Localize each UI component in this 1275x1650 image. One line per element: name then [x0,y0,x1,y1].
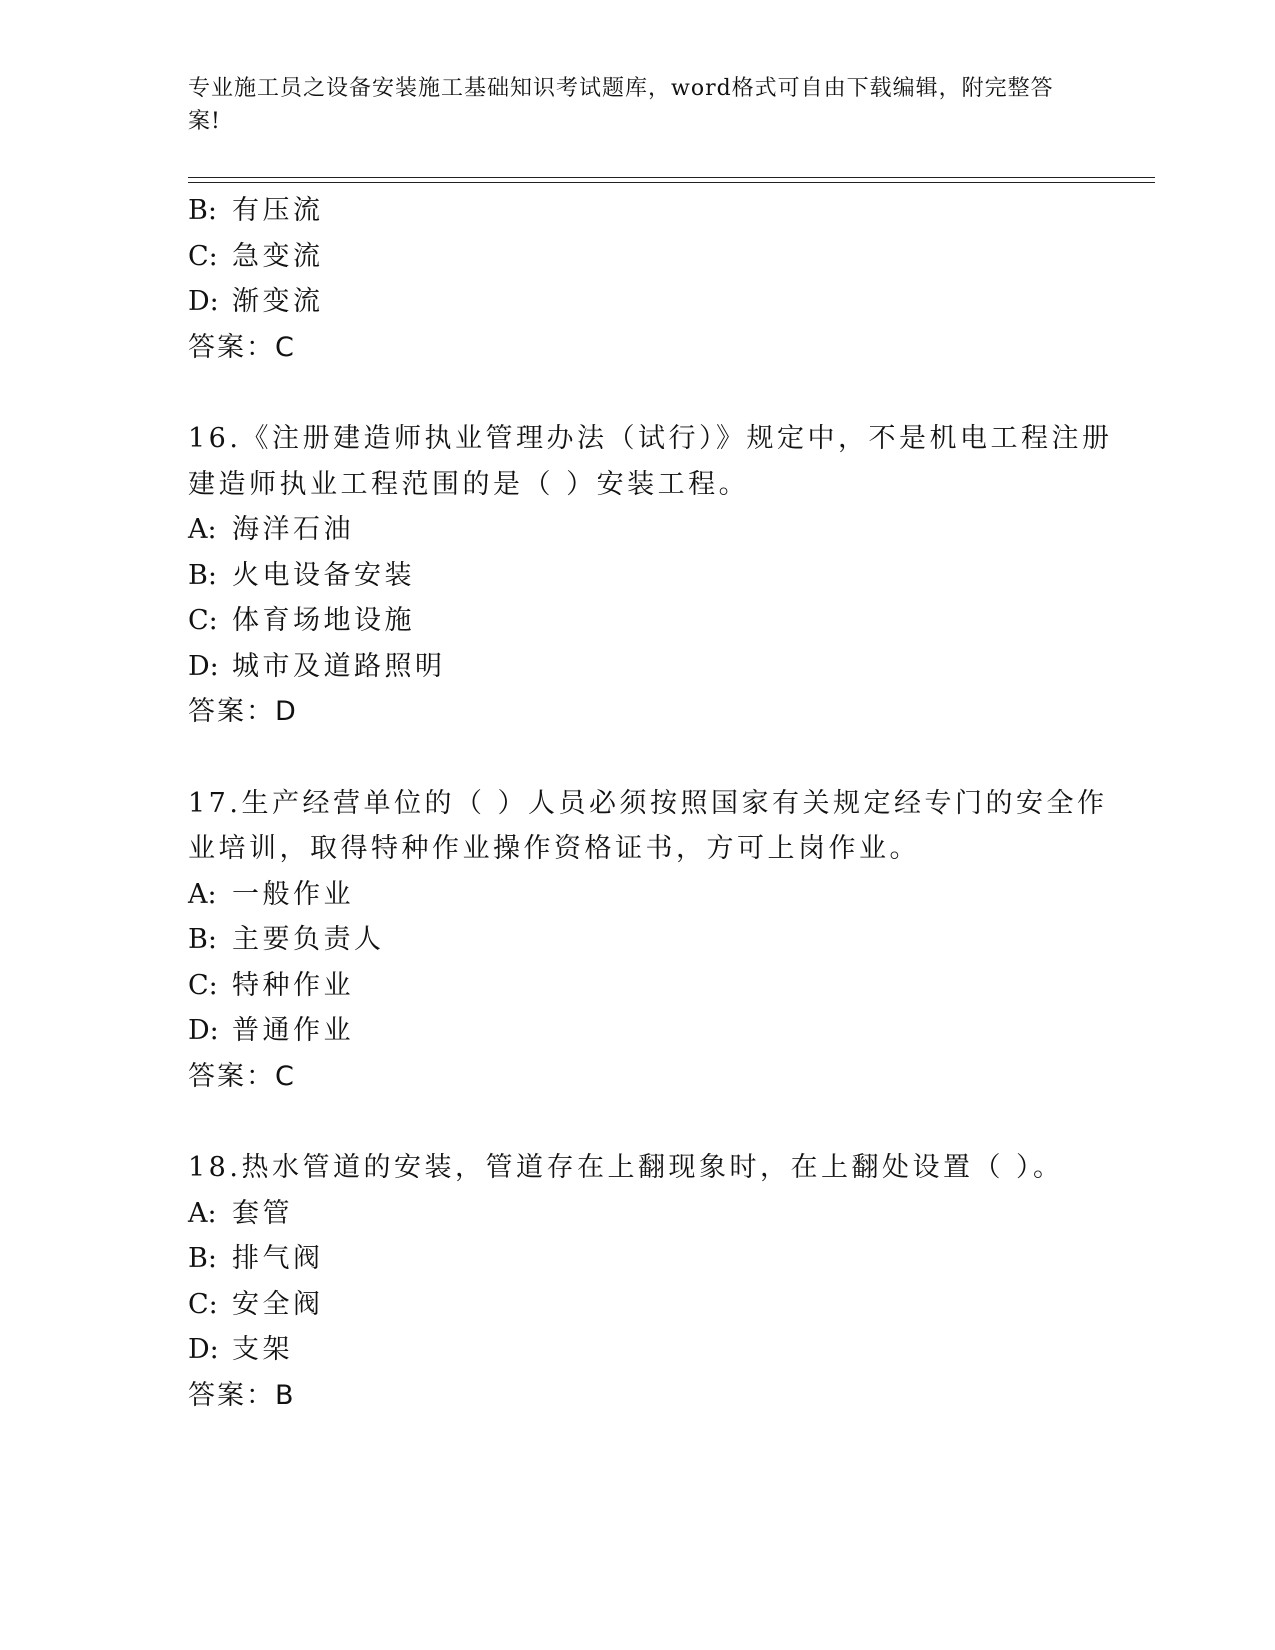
option-letter: D: [188,650,219,682]
option-letter: A: [188,878,217,910]
option-d [188,1327,1088,1373]
answer-line: 答案：D [188,696,298,727]
option-letter: B: [188,924,217,955]
option-a [188,872,1088,918]
question-text: 业培训，取得特种作业操作资格证书，方可上岗作业。 [188,833,920,864]
question-block-16 [188,416,1113,735]
option-text: 海洋石油 [232,514,354,545]
answer-line: 答案：C [188,1060,296,1092]
option-d [188,279,1088,325]
option-text: 急变流 [232,240,324,272]
option-letter: A: [188,514,217,545]
option-text: 火电设备安装 [232,559,415,591]
answer-line: 答案：C [188,331,296,363]
option-text: 安全阀 [232,1288,324,1320]
question-text: 建造师执业工程范围的是（ ）安装工程。 [188,468,750,500]
option-letter: D: [188,1015,219,1046]
option-b [188,188,1088,234]
option-letter: D: [188,286,219,317]
option-c [188,234,1088,280]
header-divider-bottom [188,182,1155,183]
question-block-17 [188,781,1108,1100]
option-text: 主要负责人 [232,924,385,955]
option-c [188,598,1088,644]
question-block-partial [188,188,1088,370]
option-text: 城市及道路照明 [232,650,446,682]
option-b [188,1236,1088,1282]
option-text: 渐变流 [232,286,324,317]
document-header: 专业施工员之设备安装施工基础知识考试题库，word格式可自由下载编辑，附完整答案! [188,76,1054,134]
option-letter: D: [188,1334,219,1365]
option-b [188,917,1088,963]
option-letter: C: [188,240,218,272]
option-text: 有压流 [232,195,324,226]
option-text: 一般作业 [232,878,354,910]
question-text: 18.热水管道的安装，管道存在上翻现象时，在上翻处设置（ ）。 [188,1152,1064,1183]
option-letter: B: [188,195,217,226]
option-text: 套管 [232,1197,293,1229]
option-b [188,553,1088,599]
option-d [188,644,1088,690]
option-letter: C: [188,1288,218,1320]
question-text: 16.《注册建造师执业管理办法（试行）》规定中，不是机电工程注册 [188,423,1113,454]
option-text: 体育场地设施 [232,605,415,636]
option-a [188,507,1088,553]
option-letter: B: [188,1243,217,1274]
option-d [188,1008,1088,1054]
option-letter: A: [188,1197,217,1229]
answer-line: 答案：B [188,1379,296,1411]
option-c [188,1282,1088,1328]
question-block-18 [188,1145,1088,1418]
option-text: 排气阀 [232,1243,324,1274]
option-text: 普通作业 [232,1015,354,1046]
option-letter: B: [188,559,217,591]
option-letter: C: [188,969,218,1001]
option-letter: C: [188,605,218,636]
option-text: 支架 [232,1334,293,1365]
option-a [188,1191,1088,1237]
option-c [188,963,1088,1009]
question-text: 17.生产经营单位的（ ）人员必须按照国家有关规定经专门的安全作 [188,787,1108,819]
header-divider-top [188,177,1155,178]
question-list [188,188,1113,1418]
option-text: 特种作业 [232,969,354,1001]
